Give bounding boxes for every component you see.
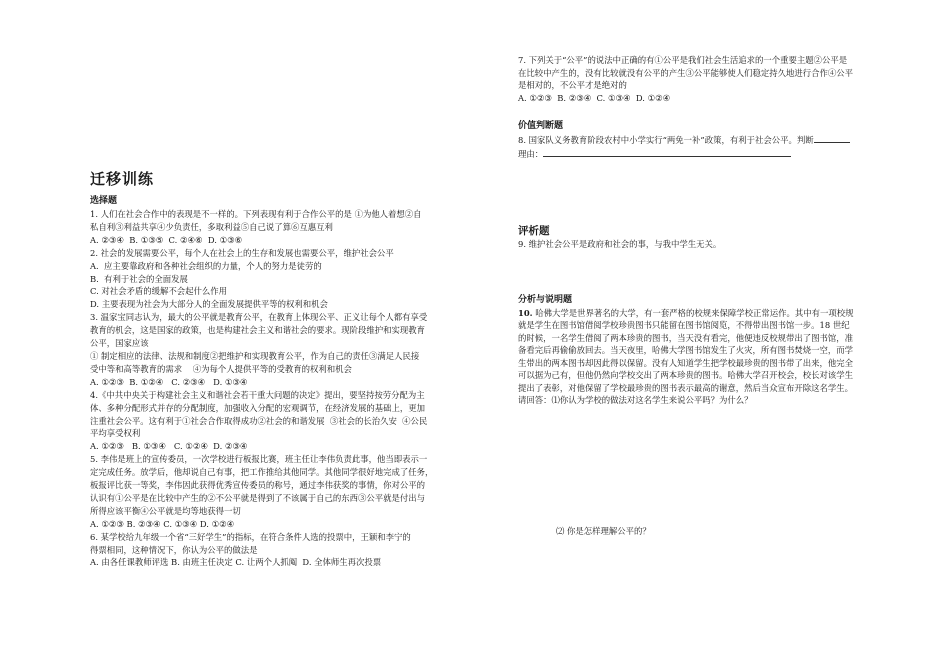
choice-questions [90, 208, 470, 569]
right-column [518, 54, 906, 407]
question-line: 体、多种分配形式并存的分配制度，加强收入分配的宏观调节，在经济发展的基础上，更加 [90, 402, 425, 413]
question-line: 的时候，一名学生借阅了两本珍贵的图书，当天没有看完，他便违反校规带出了图书馆，准 [518, 332, 853, 343]
question-line: A. ①②③ B. ①②④ C. ②③④ D. ①③④ [90, 376, 248, 387]
section-heading-judgement: 价值判断题 [518, 121, 564, 131]
question-text: 哈佛大学是世界著名的大学，有一套严格的校规来保障学校正常运作。其中有一项校规 [532, 307, 854, 318]
reason-label: 理由： [518, 148, 544, 159]
question-line: A. ①②③ B. ①③④ C. ①②④ D. ②③④ [90, 441, 248, 452]
question-line: 在比较中产生的，没有比较就没有公平的产生③公平能够使人们稳定持久地进行合作④公平 [518, 67, 853, 78]
question-line: 是相对的，不公平才是绝对的 [518, 80, 627, 90]
question-line: C. 对社会矛盾的缓解不会起什么作用 [90, 286, 228, 297]
question-line: 所得应该平衡④公平就是均等地获得一切 [90, 505, 241, 516]
question-10-part-2: ⑵ 你是怎样理解公平的？ [556, 526, 651, 536]
question-line: 就是学生在图书馆借阅学校珍贵图书只能留在图书馆阅览，不得带出图书馆一步。18 世纪 [518, 320, 850, 330]
question-line: 提出了表彰，对他保留了学校最珍贵的图书表示最高的谢意，然后当众宣布开除这名学生。 [518, 382, 853, 393]
question-line: A. ①②③ B. ②③④ C. ①③④ D. ①②④ [90, 518, 235, 529]
section-heading-evaluation: 评析题 [518, 225, 550, 237]
question-line: 板报评比获一等奖，李伟因此获得优秀宣传委员的称号，通过李伟获奖的事情，你对公平的 [90, 480, 425, 491]
question-10 [518, 307, 906, 407]
question-line: 3. 温家宝同志认为，最大的公平就是教育公平，在教育上体现公平、正义让每个人都有享受 [90, 312, 428, 323]
question-line: 受中等和高等教育的需求 ④为每个人提供平等的受教育的权利和机会 [90, 363, 352, 374]
question-line: 私自利③利益共享④少负责任，多取利益⑤自己说了算⑥互惠互利 [90, 221, 333, 232]
section-heading-analysis: 分析与说明题 [518, 294, 573, 305]
question-line: ① 制定相应的法律、法规和制度②把维护和实现教育公平，作为自己的责任③满足人民接 [90, 350, 420, 361]
question-line: 公平，国家应该 [90, 338, 149, 349]
question-line: 认识有①公平是在比较中产生的②不公平就是得到了不该属于自己的东西③公平就是付出与 [90, 492, 425, 503]
question-8-text: 8. 国家队义务教育阶段农村中小学实行“两免一补”政策，有利于社会公平。判断 [518, 135, 814, 145]
question-line: 备看完后再偷偷放回去。当天夜里，哈佛大学图书馆发生了火灾，所有图书焚烧一空，而学 [518, 345, 853, 355]
question-line: B. 有利于社会的全面发展 [90, 273, 188, 284]
question-line: A. 应主要靠政府和各种社会组织的力量，个人的努力是徒劳的 [90, 260, 322, 271]
question-line: 可以据为己有，但他仍然向学校交出了两本珍贵的图书。哈佛大学召开校会，校长对该学生 [518, 370, 853, 380]
question-9: 9. 维护社会公平是政府和社会的事，与我中学生无关。 [518, 239, 722, 249]
question-7 [518, 54, 906, 104]
question-line: 定完成任务。放学后，他却说自己有事，把工作推给其他同学。其他同学很好地完成了任务， [90, 467, 434, 478]
question-line: 请回答：⑴你认为学校的做法对这名学生来说公平吗？为什么？ [518, 395, 753, 405]
question-line: A. ②③④ B. ①③⑤ C. ②④⑥ D. ①③⑥ [90, 234, 243, 245]
question-line: D. 主要表现为社会为大部分人的全面发展提供平等的权利和机会 [90, 299, 328, 310]
page-title: 迁移训练 [90, 170, 155, 188]
question-line: 2. 社会的发展需要公平，每个人在社会上的生存和发展也需要公平，维护社会公平 [90, 247, 394, 258]
question-line: 5. 李伟是班上的宣传委员，一次学校进行板报比赛，班主任让李伟负责此事，他当即表示一 [90, 454, 428, 465]
question-line: 注重社会公平。这有利于①社会合作取得成功②社会的和谐发展 ③社会的长治久安 ④公民 [90, 415, 428, 426]
question-line: 教育的机会，这是国家的政策，也是构建社会主义和谐社会的要求。现阶段维护和实现教育 [90, 325, 425, 336]
question-line: 6. 某学校给九年级一个省“三好学生”的指标，在符合条件人选的投票中，王颖和李宁的 [90, 531, 411, 542]
question-line: 4.《中共中央关于构建社会主义和谐社会若干重大问题的决定》提出，要坚持按劳分配为主 [90, 389, 425, 400]
left-column [90, 168, 470, 569]
question-number: 10. [518, 307, 533, 318]
section-heading-choice: 选择题 [90, 196, 118, 206]
question-line: 平均享受权利 [90, 428, 141, 439]
question-line: 1. 人们在社会合作中的表现是不一样的。下列表现有利于合作公平的是 ①为他人着想②自 [90, 209, 422, 219]
judgement-answer-blank[interactable] [814, 133, 850, 143]
question-line: 生带出的两本图书却因此得以保留。没有人知道学生把学校最珍贵的图书带了出来，他完全 [518, 357, 853, 368]
reason-answer-blank[interactable] [543, 147, 791, 157]
question-8 [518, 133, 906, 147]
question-line: 7. 下列关于“公平”的说法中正确的有①公平是我们社会生活追求的一个重要主题②公平是 [518, 55, 848, 65]
question-line: A. 由各任课教师评选 B. 由班主任决定 C. 让两个人抓阄 D. 全体师生再次投票 [90, 557, 382, 568]
question-line [518, 307, 906, 320]
question-line: A. ①②③ B. ②③④ C. ①③④ D. ①②④ [518, 92, 671, 103]
question-8-reason [518, 147, 906, 161]
question-line: 得票相同，这种情况下，你认为公平的做法是 [90, 544, 258, 555]
